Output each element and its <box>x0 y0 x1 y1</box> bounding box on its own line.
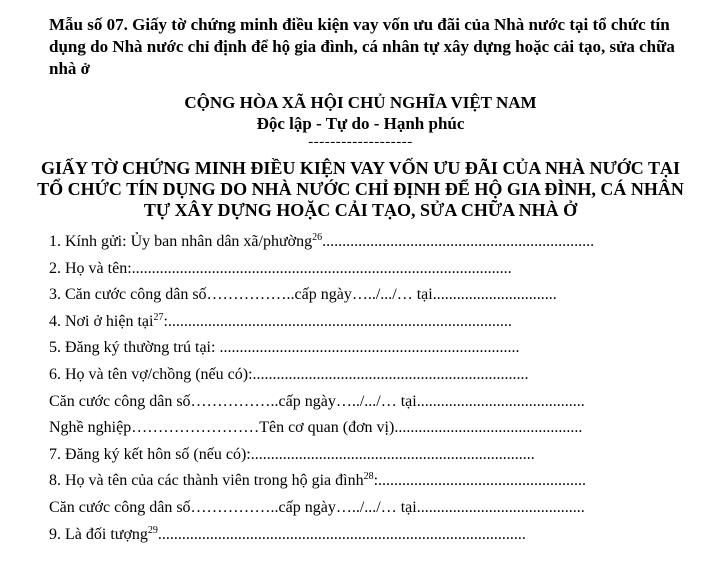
field-label: 9. Là đối tượng <box>49 525 148 543</box>
fill-in-blank[interactable]: :.................................................... <box>373 472 587 490</box>
national-name: CỘNG HÒA XÃ HỘI CHỦ NGHĨA VIỆT NAM <box>184 93 537 112</box>
fill-in-blank[interactable]: ..................................................................... <box>252 365 529 383</box>
fill-in-blank[interactable]: .......................................... <box>416 392 585 410</box>
fill-in-blank[interactable]: ............................... <box>432 286 557 304</box>
field-label: 6. Họ và tên vợ/chồng (nếu có): <box>49 365 253 383</box>
field-label: 3. Căn cước công dân số……………..cấp ngày…../.../… tại <box>49 286 433 304</box>
footnote-marker: 27 <box>153 311 164 323</box>
document-title: GIẤY TỜ CHỨNG MINH ĐIỀU KIỆN VAY VỐN ƯU ĐÃI CỦA NHÀ NƯỚC TẠI TỔ CHỨC TÍN DỤNG DO NHÀ NƯỚC CHỈ ĐỊNH ĐỂ HỘ GIA ĐÌNH, CÁ NHÂN TỰ XÂY DỰNG HOẶC CẢI TẠO, SỬA CHỮA NHÀ Ở <box>37 158 684 220</box>
fill-in-blank[interactable]: :...................................................................................... <box>163 312 512 330</box>
fill-in-blank[interactable]: .......................................... <box>416 498 585 516</box>
fill-in-blank[interactable]: ........................................................................... <box>219 339 520 357</box>
footnote-marker: 29 <box>147 524 158 536</box>
field-label: 2. Họ và tên: <box>49 259 132 277</box>
national-motto: Độc lập - Tự do - Hạnh phúc <box>256 114 465 133</box>
form-number-title: Mẫu số 07. Giấy tờ chứng minh điều kiện vay vốn ưu đãi của Nhà nước tại tổ chức tín dụng do Nhà nước chỉ định để hộ gia đình, cá nhân tự xây dựng hoặc cải tạo, sửa chữa nhà ở <box>49 15 675 78</box>
fill-in-blank[interactable]: ............................................................................................ <box>157 525 526 543</box>
form-field-line <box>49 335 709 362</box>
form-field-line <box>49 495 709 522</box>
form-fields <box>49 229 709 548</box>
form-field-line <box>49 362 709 389</box>
field-label: 4. Nơi ở hiện tại <box>49 312 154 330</box>
form-field-line <box>49 282 709 309</box>
footnote-marker: 26 <box>312 232 323 243</box>
form-field-line <box>49 442 709 469</box>
field-label: Nghề nghiệp……………………Tên cơ quan (đơn vị) <box>49 419 395 437</box>
form-field-line <box>49 522 709 549</box>
fill-in-blank[interactable]: ....................................................................... <box>250 445 535 463</box>
field-label: Căn cước công dân số……………..cấp ngày…../.../… tại <box>49 498 417 516</box>
fill-in-blank[interactable]: ............................................... <box>394 419 583 437</box>
fill-in-blank[interactable]: .................................................................... <box>322 233 595 250</box>
fill-in-blank[interactable]: ............................................................................................... <box>131 259 512 277</box>
form-field-line <box>49 309 709 336</box>
form-field-line <box>49 415 709 442</box>
footnote-marker: 28 <box>363 471 374 483</box>
field-label: 7. Đăng ký kết hôn số (nếu có): <box>49 445 251 463</box>
national-header <box>0 92 721 150</box>
form-field-line <box>49 229 709 256</box>
form-field-line <box>49 389 709 416</box>
form-field-line <box>49 256 709 283</box>
field-label: Căn cước công dân số……………..cấp ngày…../.../… tại <box>49 392 417 410</box>
form-field-line <box>49 468 709 495</box>
field-label: 8. Họ và tên của các thành viên trong hộ gia đình <box>49 472 364 490</box>
field-label: 5. Đăng ký thường trú tại: <box>49 339 220 357</box>
header-separator: ------------------- <box>308 134 413 150</box>
field-label: 1. Kính gửi: Ủy ban nhân dân xã/phường <box>49 233 313 250</box>
